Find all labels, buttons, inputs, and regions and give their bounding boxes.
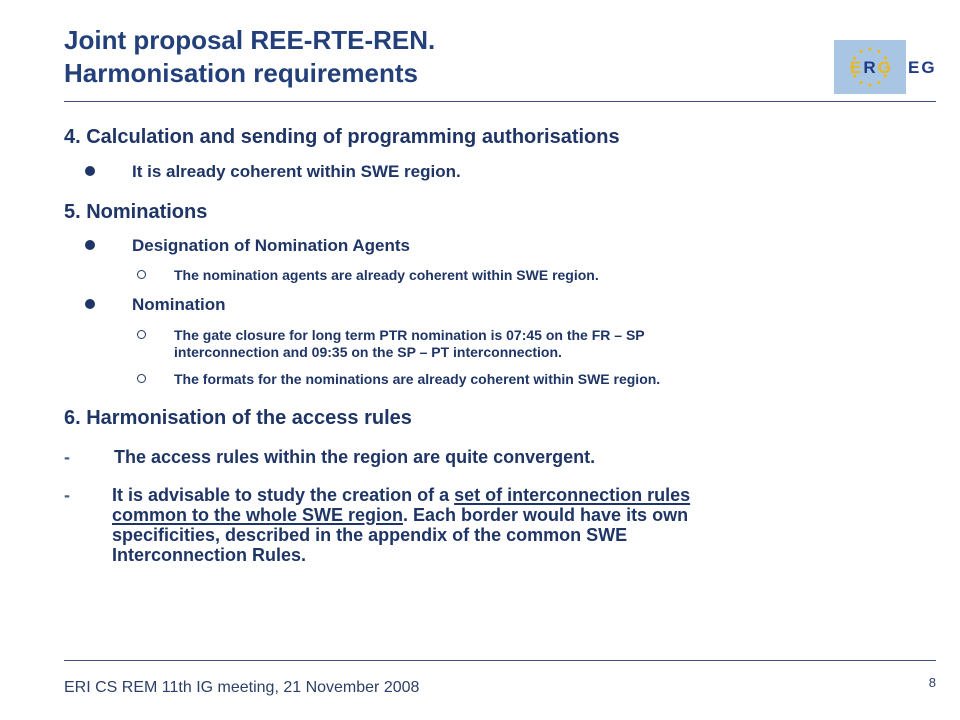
section-5-bullet-2-sub-1-line-2: interconnection and 09:35 on the SP – PT interconnection. [174, 344, 562, 360]
dash-marker-1: - [64, 447, 70, 467]
section-5-bullet-2-sub-1 [174, 327, 645, 361]
section-6-item-2-text-b: . Each border would have its own [403, 505, 689, 525]
title-divider [64, 101, 936, 102]
ergeg-logo [834, 40, 906, 94]
footer-text: ERI CS REM 11th IG meeting, 21 November 2008 [64, 679, 420, 696]
slide-title [64, 24, 435, 90]
section-5-bullet-1: Designation of Nomination Agents [132, 236, 410, 255]
section-6-item-2-line-2 [112, 505, 902, 525]
logo-letter-e2: E [908, 58, 922, 77]
logo-letter-g1: G [877, 58, 893, 77]
section-6-heading: 6. Harmonisation of the access rules [64, 407, 412, 429]
section-6-item-2-line-3: specificities, described in the appendix of the common SWE [112, 525, 628, 545]
dash-marker-2: - [64, 485, 70, 505]
slide-title-line-1: Joint proposal REE-RTE-REN. [64, 25, 436, 55]
section-4-bullet-1: It is already coherent within SWE region. [132, 162, 461, 181]
section-6-item-2 [112, 485, 902, 565]
logo-letter-r: R [863, 58, 878, 77]
slide-title-line-2: Harmonisation requirements [64, 58, 418, 88]
section-6-item-2-text-a: It is advisable to study the creation of a [112, 485, 455, 505]
section-6-item-2-line-4: Interconnection Rules. [112, 545, 307, 565]
section-4-heading: 4. Calculation and sending of programming authorisations [64, 126, 620, 148]
logo-letter-g2: G [921, 58, 937, 77]
logo-letter-e1: E [850, 58, 864, 77]
logo-wordmark [850, 56, 893, 80]
section-6-item-2-underline-2: common to the whole SWE region [112, 505, 404, 525]
section-5-bullet-2-sub-1-line-1: The gate closure for long term PTR nomination is 07:45 on the FR – SP [174, 327, 645, 343]
section-6-item-1: The access rules within the region are quite convergent. [114, 447, 596, 467]
logo-wordmark-tail [908, 56, 937, 80]
section-5-bullet-2-sub-2: The formats for the nominations are already coherent within SWE region. [174, 371, 661, 387]
section-5-heading: 5. Nominations [64, 201, 208, 223]
section-5-bullet-2: Nomination [132, 295, 226, 314]
section-5-bullet-1-sub-1: The nomination agents are already coherent within SWE region. [174, 267, 599, 283]
section-6-item-2-underline-1: set of interconnection rules [454, 485, 691, 505]
footer-divider [64, 660, 936, 661]
section-6-item-2-line-1 [112, 485, 902, 505]
page-number: 8 [928, 675, 936, 690]
